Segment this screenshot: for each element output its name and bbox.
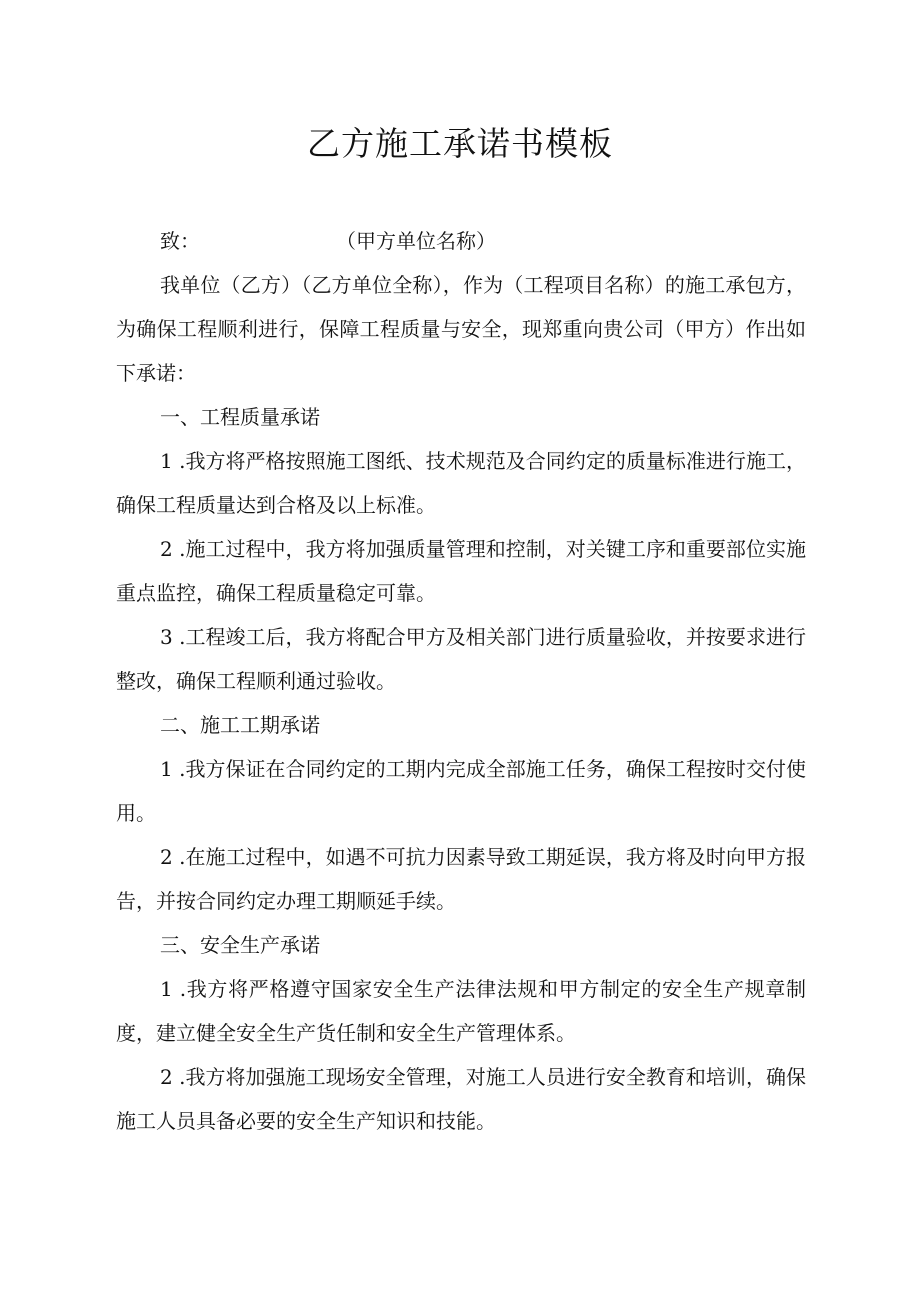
section-heading-quality: 一、工程质量承诺 — [160, 405, 320, 429]
quality-item-1: 1 .我方将严格按照施工图纸、技术规范及合同约定的质量标准进行施工，确保工程质量达到合格及以上标准。 — [116, 449, 806, 517]
document-title: 乙方施工承诺书模板 — [307, 124, 613, 163]
document-body — [116, 219, 806, 1143]
safety-item-2: 2 .我方将加强施工现场安全管理，对施工人员进行安全教育和培训，确保施工人员具备必要的安全生产知识和技能。 — [116, 1065, 806, 1133]
salutation-line — [116, 219, 806, 263]
quality-item-2: 2 .施工过程中，我方将加强质量管理和控制，对关键工序和重要部位实施重点监控，确保工程质量稳定可靠。 — [116, 537, 806, 605]
section-heading-schedule: 二、施工工期承诺 — [160, 713, 320, 737]
intro-paragraph: 我单位（乙方）（乙方单位全称），作为（工程项目名称）的施工承包方，为确保工程顺利进行，保障工程质量与安全，现郑重向贵公司（甲方）作出如下承诺： — [116, 273, 806, 385]
section-heading-safety: 三、安全生产承诺 — [160, 933, 320, 957]
schedule-item-1: 1 .我方保证在合同约定的工期内完成全部施工任务，确保工程按时交付使用。 — [116, 757, 806, 825]
safety-item-1: 1 .我方将严格遵守国家安全生产法律法规和甲方制定的安全生产规章制度，建立健全安全生产货任制和安全生产管理体系。 — [116, 977, 806, 1045]
salutation-prefix: 致： — [160, 229, 200, 253]
schedule-item-2: 2 .在施工过程中，如遇不可抗力因素导致工期延误，我方将及时向甲方报告，并按合同约定办理工期顺延手续。 — [116, 845, 806, 913]
recipient-placeholder: （甲方单位名称） — [336, 229, 496, 253]
quality-item-3: 3 .工程竣工后，我方将配合甲方及相关部门进行质量验收，并按要求进行整改，确保工程顺利通过验收。 — [116, 625, 806, 693]
